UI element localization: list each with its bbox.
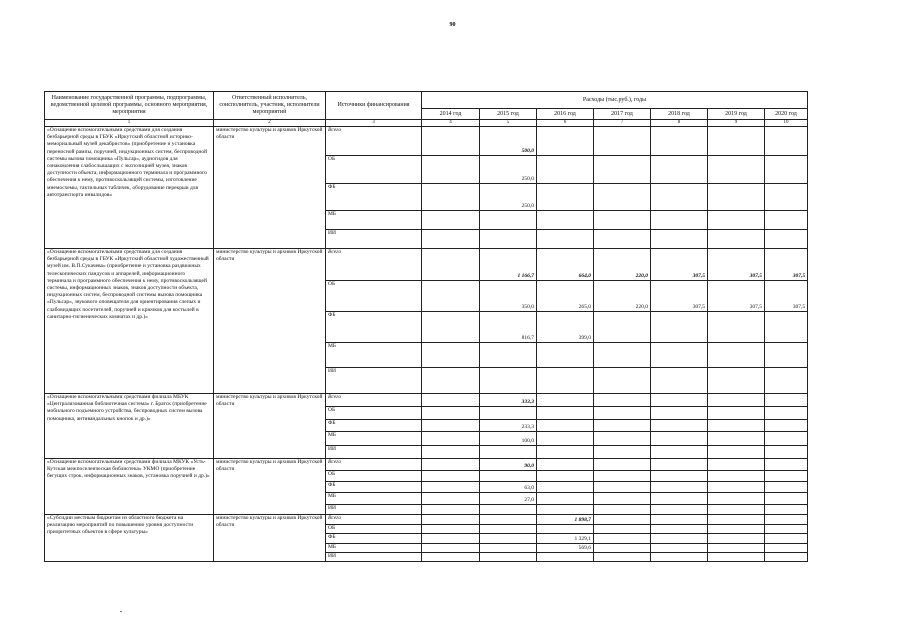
amount-cell (422, 446, 480, 459)
funding-source: ФБ (326, 534, 422, 544)
amount-cell (594, 459, 651, 471)
amount-cell (480, 534, 537, 544)
amount-cell (480, 544, 537, 553)
column-number: 8 (651, 120, 708, 127)
amount-cell (480, 471, 537, 482)
funding-source: ИИ (326, 368, 422, 394)
amount-cell (765, 493, 808, 505)
amount-cell: 265,0 (537, 281, 594, 312)
column-number: 10 (765, 120, 808, 127)
amount-cell (594, 505, 651, 515)
amount-cell (708, 343, 765, 368)
amount-cell: 233,3 (480, 420, 537, 432)
header-responsible: Ответственный исполнитель, соисполнитель, участник, исполнители мероприятий (214, 92, 326, 120)
amount-cell (422, 249, 480, 281)
amount-cell (537, 446, 594, 459)
amount-cell (480, 505, 537, 515)
amount-cell (708, 446, 765, 459)
amount-cell (537, 156, 594, 184)
amount-cell (480, 525, 537, 534)
column-number: 6 (537, 120, 594, 127)
amount-cell: 250,0 (480, 184, 537, 211)
amount-cell: 100,0 (480, 432, 537, 446)
funding-source: ОБ (326, 156, 422, 184)
amount-cell (651, 394, 708, 407)
amount-cell (537, 459, 594, 471)
amount-cell (708, 230, 765, 249)
amount-cell (537, 211, 594, 230)
responsible-executor: министерство культуры и архивов Иркутской области (214, 459, 326, 515)
amount-cell: 307,5 (708, 249, 765, 281)
amount-cell (537, 471, 594, 482)
amount-cell (651, 184, 708, 211)
amount-cell (480, 515, 537, 525)
column-number: 4 (422, 120, 480, 127)
amount-cell (422, 432, 480, 446)
amount-cell (765, 544, 808, 553)
amount-cell (765, 156, 808, 184)
amount-cell (594, 394, 651, 407)
amount-cell (422, 230, 480, 249)
amount-cell (651, 156, 708, 184)
amount-cell (594, 544, 651, 553)
amount-cell (651, 446, 708, 459)
scan-speck (120, 611, 122, 612)
amount-cell (594, 482, 651, 493)
responsible-executor: министерство культуры и архивов Иркутской области (214, 515, 326, 562)
funding-source: МБ (326, 544, 422, 553)
measure-description: «Оснащение вспомогательными средствами филиала МБУК «Централизованная библиотечная система» г. Братск (приобретение мобильного подъемного устройства, беспроводных систем вызова помощника, антивандальных кнопок и др.)» (45, 394, 214, 459)
amount-cell: 307,5 (765, 281, 808, 312)
amount-cell (422, 312, 480, 343)
amount-cell (537, 184, 594, 211)
amount-cell (480, 368, 537, 394)
measure-description: «Субсидии местным бюджетам из областного бюджета на реализацию мероприятий по повышению уровня доступности приоритетных объектов в сфере культуры» (45, 515, 214, 562)
amount-cell (708, 553, 765, 562)
amount-cell (765, 211, 808, 230)
measure-description: «Оснащение вспомогательными средствами для создания безбарьерной среды в ГБУК «Иркутский областной художественный музей им. В.П.Сукачева» (приобретение и установка раздвижных телескопических пандусов и аппарелей, информационного терминала и программного обеспечения к нему, противоскользящей системы, информационных знаков, знаков доступности объекта, индукционных систем, беспроводной системы вызова помощника «Пульсар», звукового оповещателя для ориентирования слепых и слабовидящих посетителей, поручней и крючков для костылей в санитарно-гигиенических комнатах и др.)» (45, 249, 214, 394)
amount-cell (594, 127, 651, 156)
funding-source: МБ (326, 343, 422, 368)
amount-cell (708, 525, 765, 534)
amount-cell (651, 127, 708, 156)
header-year: 2018 год (651, 109, 708, 120)
amount-cell (537, 230, 594, 249)
amount-cell (480, 553, 537, 562)
table-row (45, 249, 808, 281)
amount-cell (651, 407, 708, 420)
amount-cell (594, 432, 651, 446)
amount-cell (708, 127, 765, 156)
amount-cell (651, 343, 708, 368)
amount-cell (708, 534, 765, 544)
amount-cell (765, 343, 808, 368)
amount-cell (422, 544, 480, 553)
funding-source: ИИ (326, 446, 422, 459)
header-expenses: Расходы (тыс.руб.), годы (422, 92, 808, 109)
amount-cell (651, 230, 708, 249)
amount-cell (765, 230, 808, 249)
amount-cell (651, 312, 708, 343)
amount-cell (537, 394, 594, 407)
amount-cell (422, 420, 480, 432)
table-row (45, 394, 808, 407)
amount-cell (422, 505, 480, 515)
amount-cell (765, 432, 808, 446)
amount-cell (594, 230, 651, 249)
amount-cell (594, 184, 651, 211)
amount-cell (708, 394, 765, 407)
funding-source: ОБ (326, 525, 422, 534)
amount-cell: 1 329,1 (537, 534, 594, 544)
amount-cell: 569,6 (537, 544, 594, 553)
amount-cell (651, 493, 708, 505)
amount-cell (594, 471, 651, 482)
amount-cell: 63,0 (480, 482, 537, 493)
amount-cell (765, 446, 808, 459)
amount-cell (765, 184, 808, 211)
amount-cell (708, 505, 765, 515)
amount-cell (422, 156, 480, 184)
amount-cell (708, 312, 765, 343)
amount-cell (537, 493, 594, 505)
amount-cell (537, 343, 594, 368)
funding-source: Всего (326, 394, 422, 407)
header-year: 2015 год (480, 109, 537, 120)
amount-cell (765, 553, 808, 562)
column-number: 2 (214, 120, 326, 127)
amount-cell (708, 471, 765, 482)
funding-source: МБ (326, 493, 422, 505)
amount-cell (537, 127, 594, 156)
amount-cell (422, 471, 480, 482)
header-year: 2019 год (708, 109, 765, 120)
amount-cell: 307,5 (651, 281, 708, 312)
amount-cell (708, 407, 765, 420)
header-year: 2014 год (422, 109, 480, 120)
amount-cell (765, 459, 808, 471)
funding-source: ФБ (326, 312, 422, 343)
amount-cell (537, 505, 594, 515)
amount-cell (422, 127, 480, 156)
funding-source: ФБ (326, 420, 422, 432)
column-number: 3 (326, 120, 422, 127)
column-number: 7 (594, 120, 651, 127)
amount-cell (594, 156, 651, 184)
amount-cell (422, 482, 480, 493)
amount-cell (765, 534, 808, 544)
amount-cell (422, 493, 480, 505)
column-number: 9 (708, 120, 765, 127)
amount-cell (708, 459, 765, 471)
amount-cell (765, 471, 808, 482)
amount-cell (594, 420, 651, 432)
amount-cell (594, 407, 651, 420)
header-year: 2016 год (537, 109, 594, 120)
amount-cell (708, 482, 765, 493)
amount-cell (480, 407, 537, 420)
responsible-executor: министерство культуры и архивов Иркутской области (214, 394, 326, 459)
amount-cell (765, 505, 808, 515)
column-number: 1 (45, 120, 214, 127)
amount-cell (537, 525, 594, 534)
amount-cell (537, 482, 594, 493)
amount-cell (708, 156, 765, 184)
amount-cell: 220,0 (594, 281, 651, 312)
responsible-executor: министерство культуры и архивов Иркутской области (214, 127, 326, 249)
funding-source: ОБ (326, 471, 422, 482)
amount-cell (765, 420, 808, 432)
amount-cell (422, 525, 480, 534)
amount-cell: 664,0 (537, 249, 594, 281)
amount-cell (708, 368, 765, 394)
amount-cell (537, 407, 594, 420)
table-row (45, 127, 808, 156)
amount-cell (708, 544, 765, 553)
amount-cell (594, 493, 651, 505)
column-number: 5 (480, 120, 537, 127)
amount-cell (651, 515, 708, 525)
funding-source: ФБ (326, 184, 422, 211)
amount-cell: 816,7 (480, 312, 537, 343)
amount-cell (651, 505, 708, 515)
amount-cell (765, 482, 808, 493)
table-row (45, 459, 808, 471)
amount-cell (708, 420, 765, 432)
amount-cell (708, 493, 765, 505)
amount-cell (708, 211, 765, 230)
amount-cell (537, 432, 594, 446)
amount-cell (765, 368, 808, 394)
amount-cell (651, 482, 708, 493)
amount-cell (651, 553, 708, 562)
amount-cell (651, 420, 708, 432)
amount-cell (765, 407, 808, 420)
amount-cell (708, 432, 765, 446)
amount-cell (422, 394, 480, 407)
amount-cell (422, 459, 480, 471)
amount-cell (594, 211, 651, 230)
amount-cell (765, 127, 808, 156)
amount-cell (651, 544, 708, 553)
amount-cell (594, 525, 651, 534)
amount-cell (422, 534, 480, 544)
amount-cell (422, 553, 480, 562)
amount-cell (765, 515, 808, 525)
amount-cell (537, 420, 594, 432)
funding-source: ФБ (326, 482, 422, 493)
amount-cell (422, 184, 480, 211)
funding-source: ИИ (326, 553, 422, 562)
amount-cell: 399,0 (537, 312, 594, 343)
amount-cell (594, 515, 651, 525)
amount-cell: 220,0 (594, 249, 651, 281)
measure-description: «Оснащение вспомогательными средствами для создания безбарьерной среды в ГБУК «Иркутский областной историко-мемориальный музей декабристов» (приобретение и установка переносной рампы, поручней, индукционных систем, беспроводной системы вызова помощника «Пульсар», аудиогидов для ознакомления слабослышащих с экспозицией музея, знаков доступности объекта, информационного терминала и программного обеспечения к нему, противоскользящей системы, изготовление мнемосхемы, тактильных табличек, оборудование перекрыи для автотранспорта инвалидов» (45, 127, 214, 249)
amount-cell (765, 525, 808, 534)
amount-cell: 307,5 (651, 249, 708, 281)
amount-cell (651, 432, 708, 446)
amount-cell (537, 368, 594, 394)
amount-cell: 500,0 (480, 127, 537, 156)
amount-cell (422, 368, 480, 394)
amount-cell (651, 211, 708, 230)
amount-cell (422, 343, 480, 368)
amount-cell (594, 446, 651, 459)
amount-cell (708, 184, 765, 211)
amount-cell: 27,0 (480, 493, 537, 505)
amount-cell (765, 394, 808, 407)
amount-cell (422, 281, 480, 312)
funding-table (44, 91, 808, 562)
header-source: Источники финансирования (326, 92, 422, 120)
amount-cell (480, 343, 537, 368)
funding-source: ИИ (326, 505, 422, 515)
amount-cell (594, 343, 651, 368)
amount-cell (422, 515, 480, 525)
funding-source: ИИ (326, 230, 422, 249)
amount-cell (594, 368, 651, 394)
amount-cell (480, 211, 537, 230)
amount-cell (594, 553, 651, 562)
header-name: Наименование государственной программы, подпрограммы, ведомственной целевой программы, основного мероприятия, мероприятия (45, 92, 214, 120)
amount-cell: 1 166,7 (480, 249, 537, 281)
amount-cell (480, 230, 537, 249)
page-number: 90 (449, 22, 456, 28)
table-row (45, 515, 808, 525)
amount-cell (708, 515, 765, 525)
header-year: 2020 год (765, 109, 808, 120)
amount-cell (594, 312, 651, 343)
amount-cell: 350,0 (480, 281, 537, 312)
amount-cell (651, 368, 708, 394)
amount-cell (651, 534, 708, 544)
amount-cell: 1 898,7 (537, 515, 594, 525)
funding-source: Всего (326, 249, 422, 281)
funding-source: Всего (326, 127, 422, 156)
amount-cell (594, 534, 651, 544)
amount-cell: 333,3 (480, 394, 537, 407)
amount-cell: 307,5 (708, 281, 765, 312)
amount-cell (480, 446, 537, 459)
amount-cell (765, 312, 808, 343)
measure-description: «Оснащение вспомогательными средствами филиала МКУК «Усть-Кутская межпоселенческая библиотека» УКМО (приобретение бегущих строк, информационных знаков, установка поручней и др.)» (45, 459, 214, 515)
amount-cell (651, 459, 708, 471)
amount-cell: 307,5 (765, 249, 808, 281)
amount-cell: 250,0 (480, 156, 537, 184)
funding-source: Всего (326, 459, 422, 471)
header-year: 2017 год (594, 109, 651, 120)
funding-source: ОБ (326, 281, 422, 312)
funding-source: Всего (326, 515, 422, 525)
funding-source: МБ (326, 432, 422, 446)
amount-cell (651, 471, 708, 482)
amount-cell (422, 407, 480, 420)
amount-cell (651, 525, 708, 534)
amount-cell: 90,0 (480, 459, 537, 471)
funding-source: ОБ (326, 407, 422, 420)
amount-cell (422, 211, 480, 230)
funding-source: МБ (326, 211, 422, 230)
responsible-executor: министерство культуры и архивов Иркутской области (214, 249, 326, 394)
amount-cell (537, 553, 594, 562)
